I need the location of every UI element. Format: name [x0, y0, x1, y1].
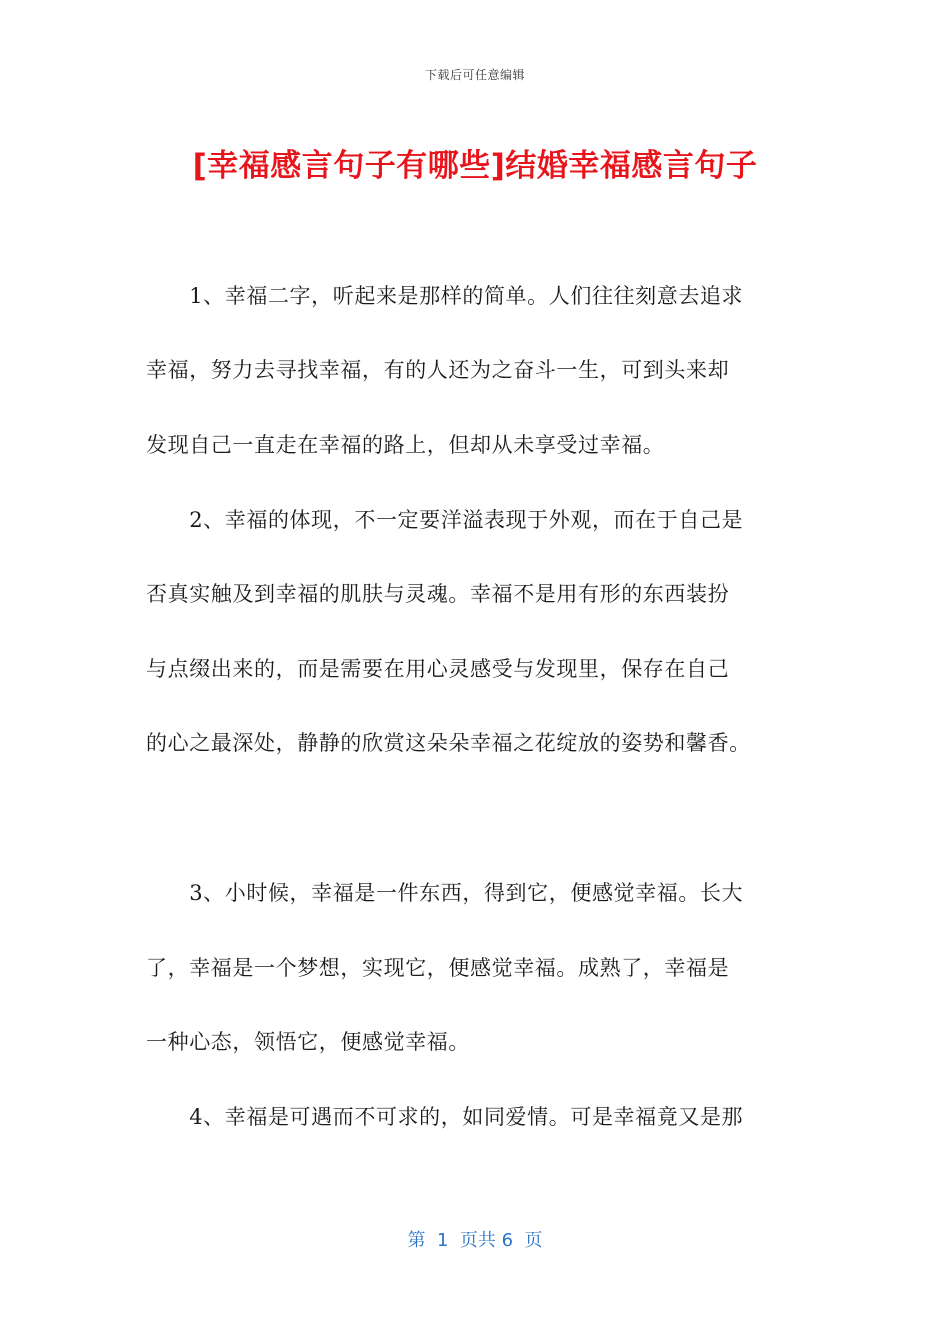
paragraph-2-line-4: 的心之最深处，静静的欣赏这朵朵幸福之花绽放的姿势和馨香。 [146, 731, 751, 755]
page-footer: 第 1 页共 6 页 [407, 1230, 543, 1251]
paragraph-3-line-1: 3、小时候，幸福是一件东西，得到它，便感觉幸福。长大 [146, 881, 744, 905]
paragraph-4-line-1: 4、幸福是可遇而不可求的，如同爱情。可是幸福竟又是那 [146, 1105, 744, 1129]
document-title: [幸福感言句子有哪些]结婚幸福感言句子 [192, 148, 758, 184]
paragraph-3-line-3: 一种心态，领悟它，便感觉幸福。 [146, 1030, 470, 1054]
paragraph-2-line-2: 否真实触及到幸福的肌肤与灵魂。幸福不是用有形的东西装扮 [146, 582, 730, 606]
paragraph-1-line-3: 发现自己一直走在幸福的路上，但却从未享受过幸福。 [146, 433, 665, 457]
paragraph-1-line-2: 幸福，努力去寻找幸福，有的人还为之奋斗一生，可到头来却 [146, 358, 730, 382]
paragraph-2-line-1: 2、幸福的体现，不一定要洋溢表现于外观，而在于自己是 [146, 508, 744, 532]
paragraph-3-line-2: 了，幸福是一个梦想，实现它，便感觉幸福。成熟了，幸福是 [146, 956, 730, 980]
paragraph-2-line-3: 与点缀出来的，而是需要在用心灵感受与发现里，保存在自己 [146, 657, 730, 681]
header-note: 下载后可任意编辑 [424, 68, 525, 82]
paragraph-1-line-1: 1、幸福二字，听起来是那样的简单。人们往往刻意去追求 [146, 284, 744, 308]
